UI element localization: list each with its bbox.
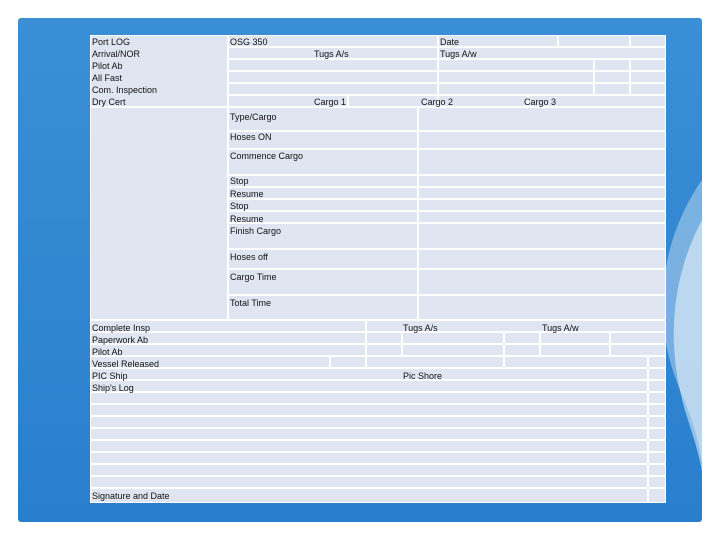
grid-cell [438,71,594,83]
grid-cell [594,83,630,95]
header-left-labels: Port LOG Arrival/NOR Pilot Ab All Fast Com. Inspection Dry Cert [92,37,158,107]
grid-cell [228,59,438,71]
grid-cell [366,344,402,356]
grid-cell [610,332,666,344]
grid-cell [648,464,666,476]
grid-cell [330,356,366,368]
grid-cell [504,344,540,356]
grid-cell [90,416,648,428]
pic-shore-label: Pic Shore [403,371,443,381]
grid-cell [630,59,666,71]
middle-left-blank [90,107,228,320]
grid-cell [418,131,666,149]
grid-cell [90,440,648,452]
grid-cell [504,356,648,368]
grid-cell [438,83,594,95]
cargo-3-label: Cargo 3 [524,97,557,107]
grid-cell [418,249,666,269]
vessel-name: OSG 350 [230,37,268,47]
signature-date-label: Signature and Date [92,491,170,501]
grid-cell [418,211,666,223]
pic-shore-cell [366,356,504,368]
grid-cell [90,428,648,440]
grid-cell [648,440,666,452]
grid-cell [418,199,666,211]
hoses-off-label: Hoses off [230,252,268,262]
port-log-form [90,35,666,503]
grid-cell [90,368,648,380]
grid-cell [418,187,666,199]
grid-cell [90,392,648,404]
grid-cell [418,269,666,295]
grid-cell [610,344,666,356]
grid-cell [366,332,402,344]
grid-cell [418,107,666,131]
total-time-label: Total Time [230,298,272,308]
cargo-time-label: Cargo Time [230,272,277,282]
header-cell [558,35,630,47]
cargo-2-label: Cargo 2 [421,97,454,107]
grid-cell [438,59,594,71]
grid-cell [648,392,666,404]
grid-cell [648,404,666,416]
grid-cell [90,476,648,488]
completion-labels: Complete Insp Paperwork Ab Pilot Ab Vessel Released PIC Ship Ship's Log [92,323,160,393]
grid-cell [228,83,438,95]
commence-cargo-label: Commence Cargo [230,151,304,161]
grid-cell [648,488,666,503]
grid-cell [90,452,648,464]
grid-cell [540,344,610,356]
hoses-on-label: Hoses ON [230,132,272,142]
header-cell [630,35,666,47]
tugs-aw-bottom-label: Tugs A/w [542,323,579,333]
grid-cell [648,380,666,392]
grid-cell [648,476,666,488]
date-label: Date [440,37,460,47]
grid-cell [648,428,666,440]
grid-cell [418,149,666,175]
grid-cell [90,464,648,476]
grid-cell [90,404,648,416]
type-cargo-label: Type/Cargo [230,112,277,122]
grid-cell [418,295,666,320]
grid-cell [418,223,666,249]
grid-cell [504,332,540,344]
grid-cell [90,380,648,392]
grid-cell [594,59,630,71]
grid-cell [630,71,666,83]
grid-cell [648,416,666,428]
grid-cell [648,356,666,368]
grid-cell [594,71,630,83]
grid-cell [648,452,666,464]
grid-cell [630,83,666,95]
stop-resume-labels: Stop Resume Stop Resume Finish Cargo [230,176,282,236]
tugs-aw-top-label: Tugs A/w [440,49,477,59]
grid-cell [648,368,666,380]
tugs-as-bottom-label: Tugs A/s [403,323,438,333]
grid-cell [228,71,438,83]
cargo-1-label: Cargo 1 [314,97,347,107]
tugs-as-top-label: Tugs A/s [314,49,349,59]
grid-cell [418,175,666,187]
grid-cell [402,344,504,356]
signature-row [90,488,648,503]
